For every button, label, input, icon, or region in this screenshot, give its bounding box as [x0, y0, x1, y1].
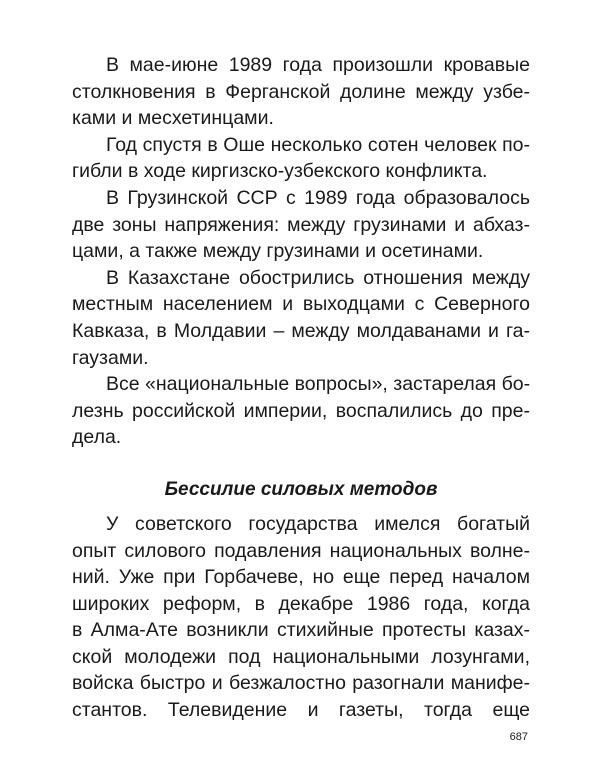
paragraph-5-line-1: Все «национальные вопросы», застарелая бо-	[106, 373, 531, 396]
paragraph-4-line-4: гаузами.	[72, 346, 149, 369]
paragraph-6-line-8: стантов. Телевидение и газеты, тогда еще	[72, 699, 530, 722]
paragraph-6-line-2: опыт силового подавления национальных волне-	[72, 539, 530, 562]
paragraph-5-line-3: дела.	[72, 426, 122, 449]
paragraph-3-line-2: две зоны напряжения: между грузинами и абхаз-	[72, 213, 530, 236]
paragraph-6-line-4: широких реформ, в декабре 1986 года, когда	[72, 592, 530, 615]
paragraph-4-line-1: В Казахстане обострились отношения между	[106, 266, 530, 289]
paragraph-2-line-1: Год спустя в Оше несколько сотен человек по-	[106, 133, 530, 156]
paragraph-3-line-3: цами, а также между грузинами и осетинами.	[72, 240, 484, 263]
paragraph-1-line-3: ками и месхетинцами.	[72, 107, 274, 130]
paragraph-6-line-1: У советского государства имелся богатый	[106, 512, 530, 535]
page-number: 687	[509, 731, 528, 743]
paragraph-6-line-5: в Алма-Ате возникли стихийные протесты казах-	[72, 619, 530, 642]
paragraph-1-line-2: столкновения в Ферганской долине между узбе-	[72, 80, 530, 103]
section-heading: Бессилие силовых методов	[164, 478, 438, 500]
text-body	[72, 52, 530, 724]
paragraph-3-line-1: В Грузинской ССР с 1989 года образовалось	[106, 186, 530, 209]
paragraph-2-line-2: гибли в ходе киргизско-узбекского конфликта.	[72, 160, 488, 183]
paragraph-6-line-7: войска быстро и безжалостно разогнали манифе-	[72, 672, 530, 695]
paragraph-6-line-6: ской молодежи под национальными лозунгами,	[72, 645, 530, 668]
paragraph-1-line-1: В мае-июне 1989 года произошли кровавые	[106, 54, 530, 76]
paragraph-5-line-2: лезнь российской империи, воспалились до пре-	[72, 399, 530, 422]
paragraph-4-line-3: Кавказа, в Молдавии – между молдаванами и га-	[72, 319, 530, 342]
paragraph-6-line-3: ний. Уже при Горбачеве, но еще перед началом	[72, 566, 530, 589]
paragraph-4-line-2: местным населением и выходцами с Северного	[72, 293, 530, 316]
